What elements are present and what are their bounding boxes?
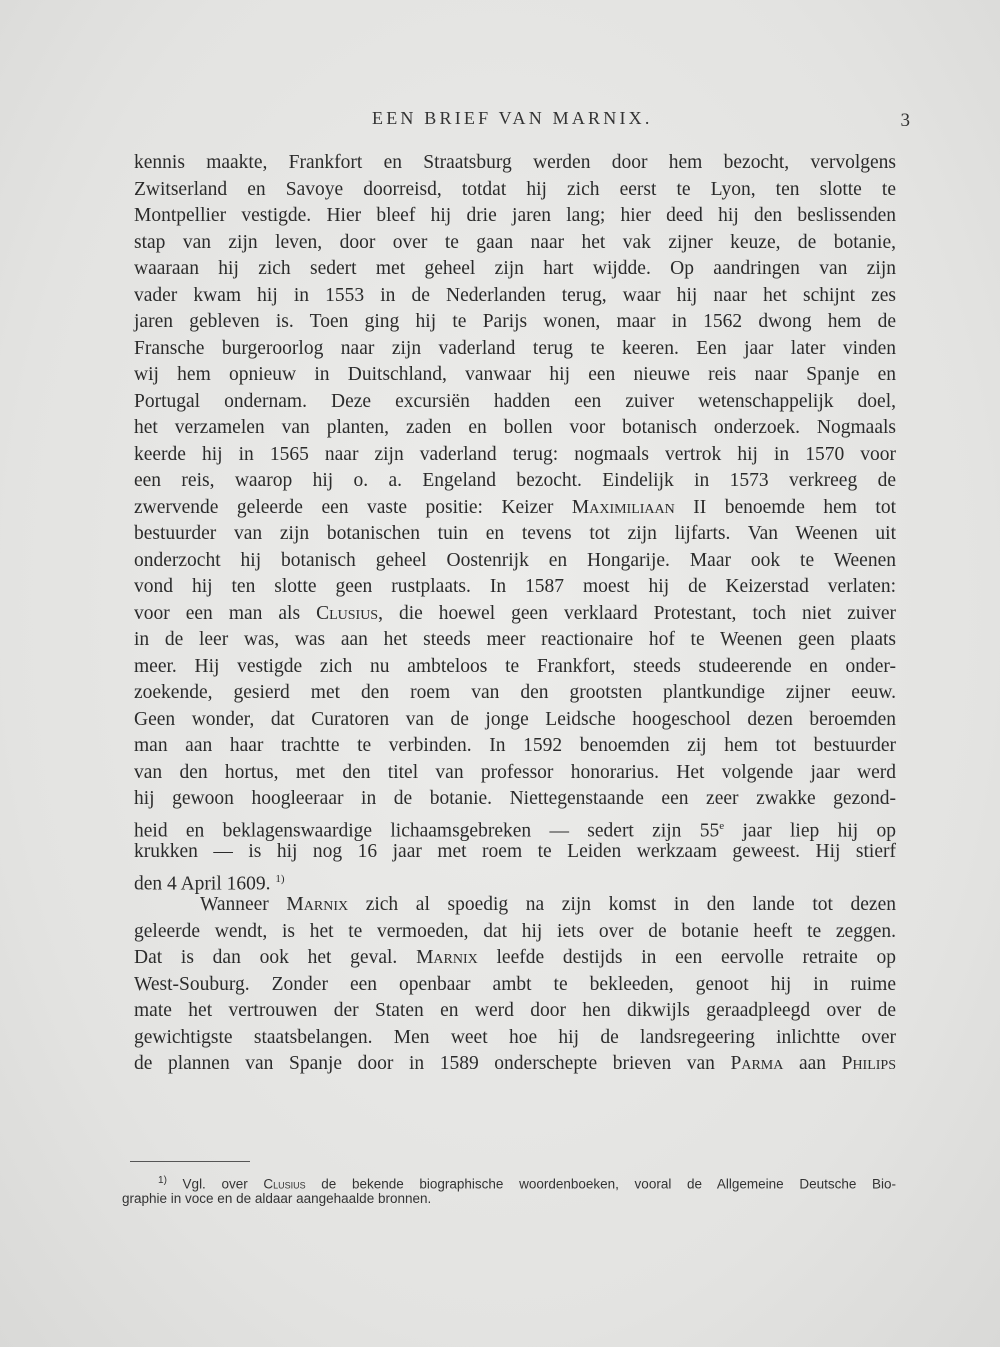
text-line: keerde hij in 1565 naar zijn vaderland terug: nogmaals vertrok hij in 1570 voor	[134, 443, 896, 465]
text-span: leefde destijds in een eervolle retraite op	[477, 947, 896, 968]
text-span: Wanneer	[200, 894, 287, 915]
text-span: de plannen van Spanje door in 1589 onderschepte brieven van	[134, 1053, 731, 1074]
person-name: Marnix	[416, 947, 478, 968]
person-name: Clusius	[263, 1176, 306, 1192]
text-line	[134, 813, 896, 840]
text-span: zwervende geleerde een vaste positie: Keizer	[134, 496, 554, 518]
footnote-marker	[158, 1175, 167, 1186]
text-line: geleerde wendt, is het te vermoeden, dat hij iets over de botanie heeft te zeggen.	[134, 920, 896, 942]
text-line: Montpellier vestigde. Hier bleef hij drie jaren lang; hier deed hij den beslissenden	[134, 205, 896, 226]
footnote-ref-number: 1	[275, 872, 281, 885]
text-line: van den hortus, met den titel van professor honorarius. Het volgende jaar werd	[134, 761, 896, 783]
page-number: 3	[900, 110, 910, 131]
text-span: Dat is dan ook het geval.	[134, 947, 417, 968]
text-line: West-Souburg. Zonder een openbaar ambt te bekleeden, genoot hij in ruime	[134, 973, 896, 995]
text-line: Portugal ondernam. Deze excursiën hadden een zuiver wetenschappelijk doel,	[134, 390, 896, 412]
footnote-ref-paren: )	[280, 872, 285, 885]
person-name: Parma	[730, 1053, 784, 1074]
text-line: Geen wonder, dat Curatoren van de jonge Leidsche hoogeschool dezen beroemden	[134, 708, 896, 730]
text-line: hij gewoon hoogleeraar in de botanie. Niettegenstaande een zeer zwakke gezond-	[134, 788, 896, 809]
text-line: bestuurder van zijn botanischen tuin en tevens tot zijn lijfarts. Van Weenen uit	[134, 523, 896, 544]
person-name: Clusius	[316, 602, 379, 624]
text-line: gewichtigste staatsbelangen. Men weet hoe hij de landsregeering inlichtte over	[134, 1026, 896, 1048]
text-span: II benoemde hem tot	[674, 496, 896, 518]
text-span: , die hoewel geen verklaard Protestant, toch niet zuiver	[378, 602, 896, 624]
footnote-line: graphie in voce en de aldaar aangehaalde bronnen.	[122, 1191, 432, 1206]
text-line	[134, 495, 896, 522]
text-span: Vgl. over	[166, 1176, 264, 1192]
text-span: aan	[783, 1053, 842, 1074]
superscript: e	[719, 819, 725, 832]
text-line: vader kwam hij in 1553 in de Nederlanden terug, waar hij naar het schijnt zes	[134, 284, 896, 306]
footnote	[122, 1172, 897, 1208]
text-line: onderzocht hij botanisch geheel Oostenrijk en Hongarije. Maar ook te Weenen	[134, 549, 896, 571]
text-span: zich al spoedig na zijn komst in den lande tot dezen	[348, 894, 896, 915]
text-span: voor een man als	[134, 602, 301, 624]
text-line: krukken — is hij nog 16 jaar met roem te Leiden werkzaam geweest. Hij stierf	[134, 841, 896, 862]
body-text	[134, 150, 896, 1078]
person-name: Marnix	[286, 894, 349, 915]
text-line: jaren gebleven is. Toen ging hij te Parijs wonen, maar in 1562 dwong hem de	[134, 311, 896, 332]
text-line: waaraan hij zich sedert met geheel zijn hart wijdde. Op aandringen van zijn	[134, 258, 896, 279]
footnote-reference	[275, 873, 284, 885]
text-line	[134, 866, 896, 893]
text-line: wij hem opnieuw in Duitschland, vanwaar hij een nieuwe reis naar Spanje en	[134, 364, 896, 385]
person-name: Maximiliaan	[571, 496, 675, 518]
text-line: zoekende, gesierd met den roem van den grootsten plantkundige zijner eeuw.	[134, 682, 896, 703]
running-title: EEN BRIEF VAN MARNIX.	[372, 108, 653, 128]
text-line	[134, 601, 896, 628]
text-span: jaar liep hij op	[724, 820, 896, 841]
text-span: heid en beklagenswaardige lichaamsgebreken — sedert zijn 55	[134, 820, 720, 841]
footnote-divider	[130, 1161, 250, 1162]
text-line: in de leer was, was aan het steeds meer reactionaire hof te Weenen geen plaats	[134, 629, 896, 650]
text-line	[134, 892, 896, 919]
text-line: het verzamelen van planten, zaden en bollen voor botanisch onderzoek. Nogmaals	[134, 417, 896, 438]
footnote-line	[140, 1172, 896, 1190]
text-span: de bekende biographische woordenboeken, vooral de Allgemeine Deutsche Bio-	[305, 1176, 897, 1192]
text-line: man aan haar trachtte te verbinden. In 1592 benoemden zij hem tot bestuurder	[134, 735, 896, 756]
text-line: kennis maakte, Frankfort en Straatsburg werden door hem bezocht, vervolgens	[134, 152, 896, 173]
footnote-marker-number: 1	[158, 1175, 164, 1186]
running-head	[0, 108, 1000, 138]
text-line: een reis, waarop hij o. a. Engeland bezocht. Eindelijk in 1573 verkreeg de	[134, 470, 896, 491]
text-line: Fransche burgeroorlog naar zijn vaderland terug te keeren. Een jaar later vinden	[134, 337, 896, 359]
person-name: Philips	[841, 1053, 896, 1074]
footnote-marker-paren: )	[163, 1175, 167, 1186]
text-span: den 4 April 1609.	[134, 873, 271, 894]
text-line: mate het vertrouwen der Staten en werd door hen dikwijls geraadpleegd over de	[134, 1000, 896, 1021]
text-line	[134, 1051, 896, 1078]
text-line	[134, 945, 896, 972]
text-line: Zwitserland en Savoye doorreisd, totdat hij zich eerst te Lyon, ten slotte te	[134, 178, 896, 200]
text-line: meer. Hij vestigde zich nu ambteloos te Frankfort, steeds studeerende en onder-	[134, 655, 896, 677]
text-line: vond hij ten slotte geen rustplaats. In 1587 moest hij de Keizerstad verlaten:	[134, 576, 896, 597]
text-line: stap van zijn leven, door over te gaan naar het vak zijner keuze, de botanie,	[134, 231, 896, 253]
